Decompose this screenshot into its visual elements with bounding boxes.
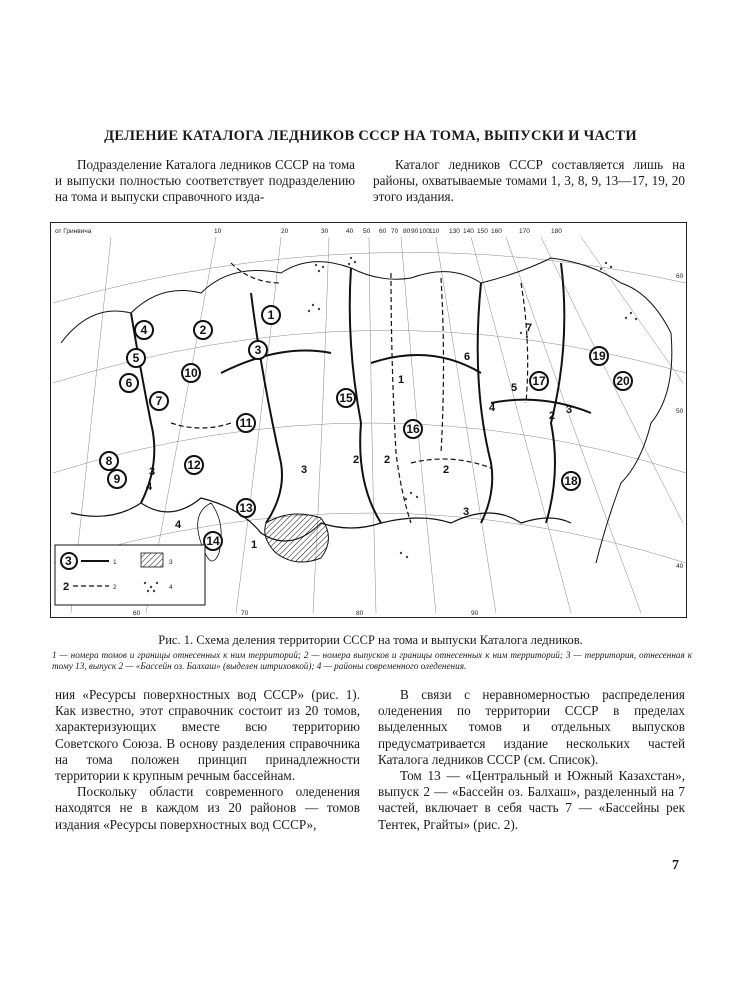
body-column-right xyxy=(378,687,685,833)
part-number: 3 xyxy=(463,506,470,518)
volume-number: 11 xyxy=(239,416,253,430)
right-tick-label: 50 xyxy=(676,408,684,415)
volume-number: 18 xyxy=(564,474,578,488)
body-left-paragraph-1: ния «Ресурсы поверхностных вод СССР» (рис. 1). Как известно, этот справочник состоит из 20 томов, характеризующих вместе всю территорию Советского Союза. В основу разделения справочника на тома положен принцип принадлежности территории к крупным речным бассейнам. xyxy=(55,687,360,784)
legend-label-3: 3 xyxy=(169,559,173,566)
top-tick-label: 40 xyxy=(346,228,354,235)
top-tick-label: 160 xyxy=(491,228,502,235)
legend-label-1: 1 xyxy=(113,559,117,566)
greenwich-label: от Гринвича xyxy=(55,228,92,235)
top-tick-label: 170 xyxy=(519,228,530,235)
body-right-paragraph-1: В связи с неравномерностью распределения оледенения по территории СССР в пределах выделенных томов и отдельных выпусков предусматривается издание нескольких частей Каталога ледников СССР (см. Список). xyxy=(378,687,685,767)
part-number: 6 xyxy=(464,351,471,363)
part-number: 7 xyxy=(526,322,533,334)
part-number: 2 xyxy=(353,454,360,466)
volume-number: 17 xyxy=(532,374,546,388)
page-title: ДЕЛЕНИЕ КАТАЛОГА ЛЕДНИКОВ СССР НА ТОМА, ВЫПУСКИ И ЧАСТИ xyxy=(104,128,637,144)
top-tick-label: 150 xyxy=(477,228,488,235)
intro-column-left xyxy=(55,157,355,206)
top-tick-label: 70 xyxy=(391,228,399,235)
map-drawing xyxy=(51,223,688,619)
intro-paragraph-left: Подразделение Каталога ледников СССР на тома и выпуски полностью соответствует подразделению на тома и выпуски справочного изда- xyxy=(55,157,355,205)
legend-symbol-2: 2 xyxy=(63,581,70,593)
volume-number: 6 xyxy=(125,376,133,390)
part-number: 2 xyxy=(549,410,556,422)
top-tick-label: 130 xyxy=(449,228,460,235)
legend-hatch-swatch xyxy=(141,553,163,567)
volume-number: 3 xyxy=(254,343,262,357)
part-number: 4 xyxy=(175,519,182,531)
volume-number: 7 xyxy=(155,394,163,408)
volume-number: 16 xyxy=(406,422,420,436)
top-tick-label: 80 xyxy=(403,228,411,235)
bottom-tick-label: 60 xyxy=(133,610,141,617)
legend-label-4: 4 xyxy=(169,584,173,591)
volume-number: 5 xyxy=(132,351,140,365)
part-number: 3 xyxy=(566,404,573,416)
bottom-tick-label: 80 xyxy=(356,610,364,617)
intro-paragraph-right: Каталог ледников СССР составляется лишь на районы, охватываемые томами 1, 3, 8, 9, 13—17, 19, 20 этого издания. xyxy=(373,157,685,205)
top-tick-label: 90 xyxy=(411,228,419,235)
page-number: 7 xyxy=(672,858,679,873)
volume-number: 4 xyxy=(140,323,148,337)
volume-number: 10 xyxy=(184,366,198,380)
volume-number: 13 xyxy=(239,501,253,515)
part-number: 3 xyxy=(149,466,156,478)
bottom-tick-label: 90 xyxy=(471,610,479,617)
body-left-paragraph-2: Поскольку области современного оледенения находятся не в каждом из 20 районов — томов издания «Ресурсы поверхностных вод СССР», xyxy=(55,784,360,832)
top-tick-label: 60 xyxy=(379,228,387,235)
volume-number: 8 xyxy=(105,454,113,468)
part-number: 4 xyxy=(146,481,153,493)
volume-number: 9 xyxy=(113,472,121,486)
volume-number: 12 xyxy=(187,458,201,472)
bottom-tick-label: 70 xyxy=(241,610,249,617)
volume-number: 2 xyxy=(199,323,207,337)
right-tick-label: 60 xyxy=(676,273,684,280)
top-tick-label: 20 xyxy=(281,228,289,235)
volume-number: 19 xyxy=(592,349,606,363)
volume-number: 20 xyxy=(616,374,630,388)
right-tick-label: 40 xyxy=(676,563,684,570)
part-number: 2 xyxy=(443,464,450,476)
ussr-division-map xyxy=(50,222,687,618)
part-number: 1 xyxy=(251,539,258,551)
balkhash-basin-hatched xyxy=(265,514,329,562)
figure-caption: Рис. 1. Схема деления территории СССР на тома и выпуски Каталога ледников. xyxy=(158,633,583,647)
intro-column-right xyxy=(373,157,685,206)
part-number: 1 xyxy=(398,374,405,386)
legend-box xyxy=(55,545,205,605)
top-tick-label: 30 xyxy=(321,228,329,235)
volume-boundaries xyxy=(131,263,591,523)
northern-coastline xyxy=(61,258,672,563)
top-tick-label: 50 xyxy=(363,228,371,235)
part-number: 5 xyxy=(511,382,518,394)
volume-number: 14 xyxy=(206,534,220,548)
top-tick-label: 180 xyxy=(551,228,562,235)
top-tick-label: 110 xyxy=(429,228,440,235)
bottom-longitude-ticks xyxy=(133,610,479,617)
top-tick-label: 140 xyxy=(463,228,474,235)
volume-number: 15 xyxy=(339,391,353,405)
body-right-paragraph-2: Том 13 — «Центральный и Южный Казахстан», выпуск 2 — «Бассейн оз. Балхаш», разделенный на 7 частей, включает в себя часть 7 — «Бассейны рек Тентек, Ргайты» (рис. 2). xyxy=(378,768,685,832)
legend-symbol-1: 3 xyxy=(65,554,72,568)
figure-legend-text: 1 — номера томов и границы отнесенных к ним территорий; 2 — номера выпусков и границы отнесенных к ним территорий; 3 — территория, отнесенная к тому 13, выпуск 2 — «Бассейн оз. Балхаш» (выделен штриховкой); 4 — районы современного оледенения. xyxy=(52,650,692,671)
part-number: 4 xyxy=(489,402,496,414)
part-number: 2 xyxy=(384,454,391,466)
top-tick-label: 10 xyxy=(214,228,222,235)
body-column-left xyxy=(55,687,360,833)
legend-label-2: 2 xyxy=(113,584,117,591)
volume-number: 1 xyxy=(267,308,275,322)
part-number: 3 xyxy=(301,464,308,476)
top-tick-label: 100 xyxy=(419,228,430,235)
top-longitude-ticks xyxy=(214,228,562,235)
map-legend xyxy=(55,545,205,605)
right-latitude-ticks xyxy=(676,273,684,570)
